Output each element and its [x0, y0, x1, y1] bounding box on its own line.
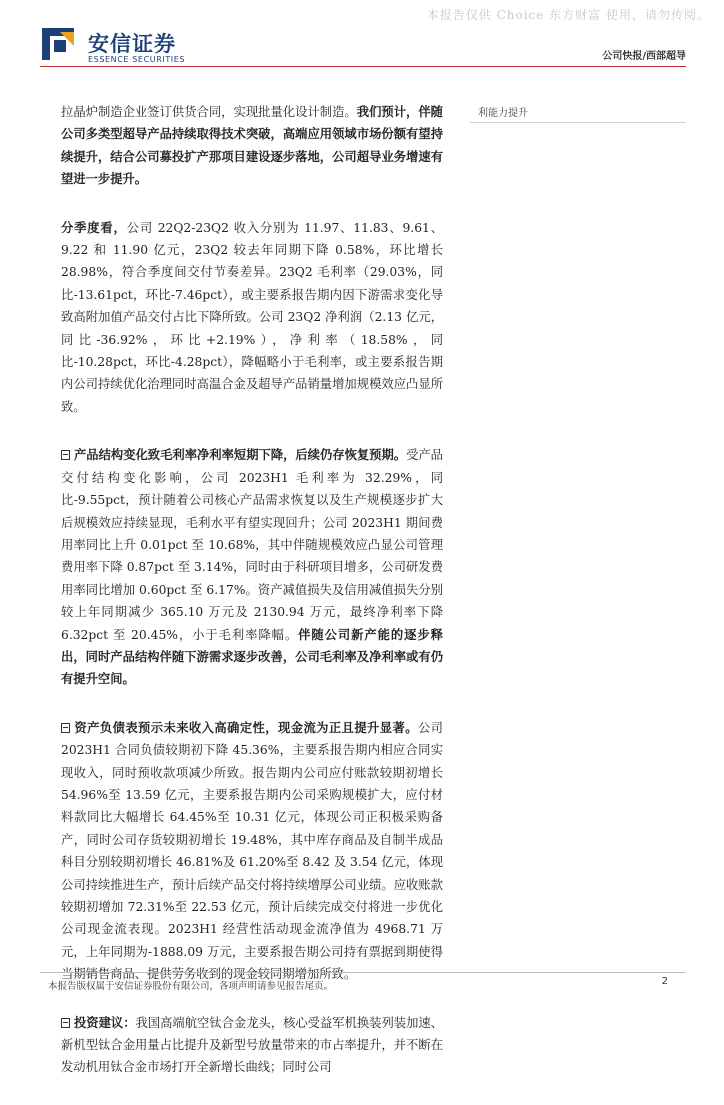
paragraph-balance-sheet	[61, 717, 443, 986]
paragraph-investment-advice	[61, 1012, 443, 1079]
text-run: 受产品交付结构变化影响，公司 2023H1 毛利率为 32.29%，同比-9.55pct，预计随着公司核心产品需求恢复以及生产规模逐步扩大后规模效应持续显现，毛利水平有望实现回升；公司 2023H1 期间费用率同比上升 0.01pct 至 10.68%，其中伴随规模效应凸显公司管理费用率下降 0.87pct 至 3.14%，同时由于科研项目增多，公司研发费用率同比增加 0.60pct 至 6.17%。资产减值损失及信用减值损失分别较上年同期减少 365.10 万元及 2130.94 万元，最终净利率下降 6.32pct 至 20.45%，小于毛利率降幅。	[61, 448, 443, 642]
text-run-bold: 我们预计，伴随公司多类型超导产品持续取得技术突破，高端应用领域市场份额有望持续提升，结合公司募投扩产那项目建设逐步落地，公司超导业务增速有望进一步提升。	[61, 104, 443, 187]
header-divider	[40, 66, 686, 67]
bullet-icon	[61, 450, 70, 460]
text-run-bold: 伴随公司新产能的逐步释出，同时产品结构伴随下游需求逐步改善，公司毛利率及净利率或有仍有提升空间。	[61, 626, 443, 687]
brand-name-en: ESSENCE SECURITIES	[88, 55, 186, 64]
report-body	[61, 101, 443, 1105]
text-run: 公司 22Q2-23Q2 收入分别为 11.97、11.83、9.61、9.22 和 11.90 亿元，23Q2 较去年同期下降 0.58%，环比增长 28.98%，符合季度间交付节奏差异。23Q2 毛利率（29.03%，同比-13.61pct，环比-7.46pct），或主要系报告期内因下游需求变化导致高附加值产品交付占比下降所致。公司 23Q2 净利润（2.13 亿元，同比-36.92%，环比+2.19%），净利率（18.58%，同比-10.28pct，环比-4.28pct），降幅略小于毛利率，或主要系报告期内公司持续优化治理同时高温合金及超导产品销量增加规模效应凸显所致。	[61, 220, 443, 414]
page-number: 2	[661, 976, 668, 987]
footer-divider	[40, 972, 686, 973]
text-run-bold: 分季度看，	[61, 219, 127, 235]
paragraph-quarterly-analysis	[61, 217, 443, 419]
text-run: 我国高端航空钛合金龙头，核心受益军机换装列装加速、新机型钛合金用量占比提升及新型号放量带来的市占率提升，并不断在发动机用钛合金市场打开全新增长曲线；同时公司	[61, 1015, 443, 1075]
paragraph-superconductor-outlook	[61, 101, 443, 191]
text-run-bold: 投资建议：	[74, 1014, 136, 1030]
text-run: 公司 2023H1 合同负债较期初下降 45.36%，主要系报告期内相应合同实现收入，同时预收款项减少所致。报告期内公司应付账款较期初增长 54.96%至 13.59 亿元，主要系报告期内公司采购规模扩大，应付材料款同比大幅增长 64.45%至 10.31 亿元，体现公司正积极采购备产，同时公司存货较期初增长 19.48%，其中库存商品及自制半成品科目分别较期初增长 46.81%及 61.20%至 8.42 及 3.54 亿元，体现公司持续推进生产，预计后续产品交付将持续增厚公司业绩。应收账款较期初增加 72.31%至 22.53 亿元，预计后续完成交付将进一步优化公司现金流表现。2023H1 经营性活动现金流净值为 4968.71 万元，上年同期为-1888.09 万元，主要系报告期公司持有票据到期使得当期销售商品、提供劳务收到的现金较同期增加所致。	[61, 720, 443, 982]
essence-logo-icon	[40, 26, 76, 62]
bullet-icon	[61, 1018, 70, 1028]
text-run: 拉晶炉制造企业签订供货合同，实现批量化设计制造。	[61, 105, 357, 119]
footer-disclaimer: 本报告版权属于安信证券股份有限公司，各项声明请参见报告尾页。	[48, 981, 334, 992]
brand-name-cn: 安信证券	[88, 32, 176, 56]
sidebar-divider	[470, 122, 686, 123]
watermark-text: 本报告仅供 Choice 东方财富 使用，请勿传阅。	[426, 8, 710, 22]
company-logo	[40, 26, 240, 70]
bullet-icon	[61, 723, 70, 733]
paragraph-margin-analysis	[61, 444, 443, 690]
report-category: 公司快报/西部超导	[602, 51, 686, 62]
text-run-bold: 产品结构变化致毛利率净利率短期下降，后续仍存恢复预期。	[74, 447, 407, 463]
sidebar-label: 利能力提升	[478, 108, 528, 119]
text-run-bold: 资产负债表预示未来收入高确定性，现金流为正且提升显著。	[74, 719, 418, 735]
